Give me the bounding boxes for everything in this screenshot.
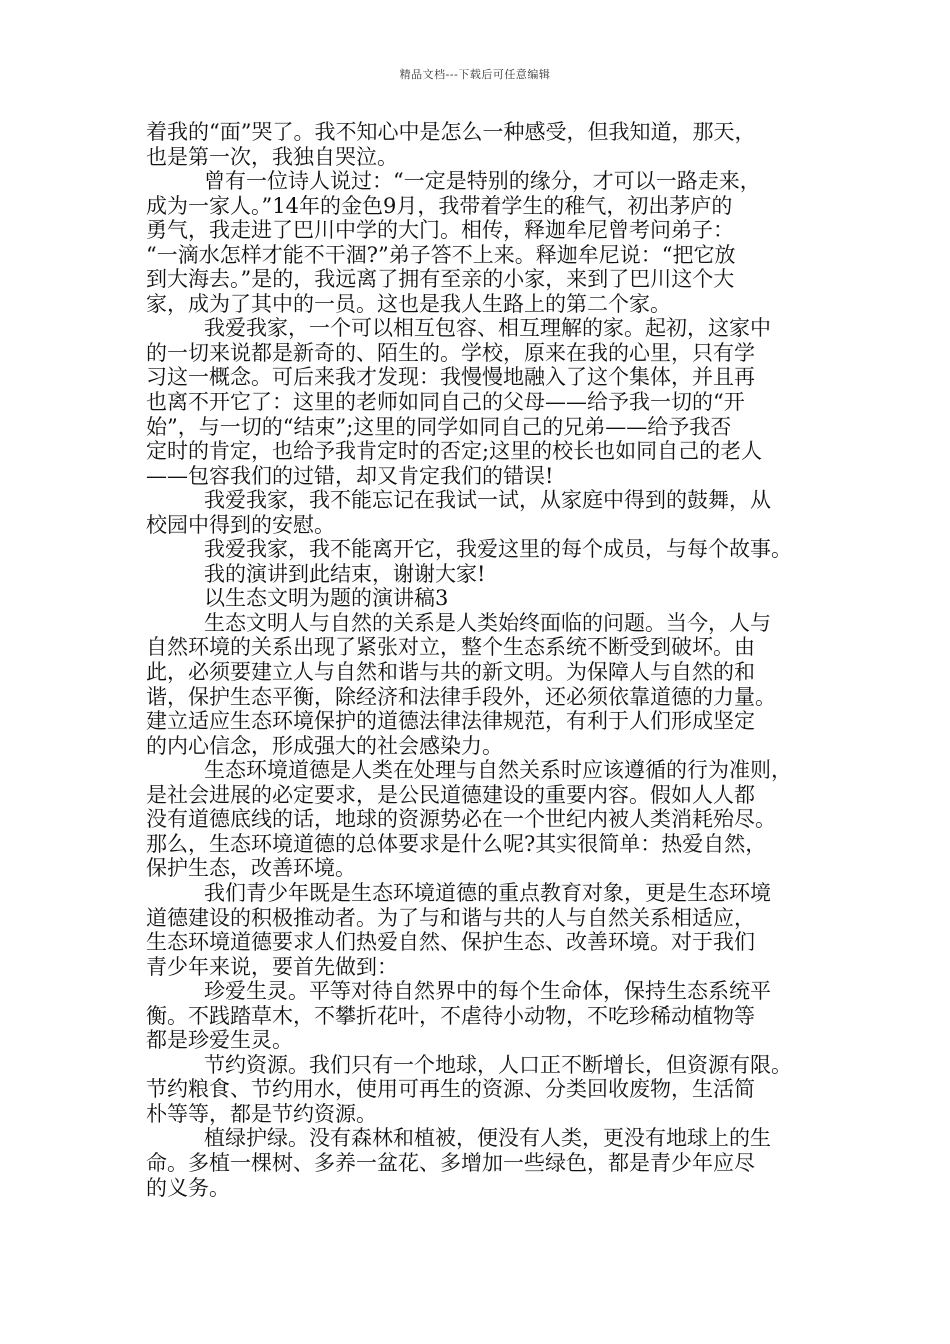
- text-line: 命。多植一棵树、多养一盆花、多增加一些绿色，都是青少年应尽: [146, 1150, 755, 1175]
- text-line: 我的演讲到此结束，谢谢大家!: [204, 561, 486, 586]
- text-line: 青少年来说，要首先做到：: [146, 954, 398, 979]
- text-line: 节约资源。我们只有一个地球，人口正不断增长，但资源有限。: [204, 1052, 792, 1077]
- text-line: 家，成为了其中的一员。这也是我人生路上的第二个家。: [146, 291, 671, 316]
- text-line: 到大海去。”是的，我远离了拥有至亲的小家，来到了巴川这个大: [146, 267, 735, 292]
- text-line: 始”，与一切的“结束”;这里的同学如同自己的兄弟——给予我否: [146, 414, 732, 439]
- text-line: 是社会进展的必定要求，是公民道德建设的重要内容。假如人人都: [146, 782, 755, 807]
- text-line: 的内心信念，形成强大的社会感染力。: [146, 733, 503, 758]
- text-line: 曾有一位诗人说过：“一定是特别的缘分，才可以一路走来，: [204, 169, 761, 194]
- text-line: 勇气，我走进了巴川中学的大门。相传，释迦牟尼曾考问弟子：: [146, 218, 734, 243]
- text-line: 也离不开它了：这里的老师如同自己的父母——给予我一切的“开: [146, 390, 745, 415]
- text-line: 建立适应生态环境保护的道德法律法律规范，有利于人们形成坚定: [146, 709, 755, 734]
- text-line: 谐，保护生态平衡，除经济和法律手段外，还必须依靠道德的力量。: [146, 684, 776, 709]
- text-line: 着我的“面”哭了。我不知心中是怎么一种感受，但我知道，那天，: [146, 120, 756, 144]
- text-line: 我爱我家，我不能离开它，我爱这里的每个成员，与每个故事。: [204, 537, 792, 562]
- text-line: 生态文明人与自然的关系是人类始终面临的问题。当今，人与: [204, 610, 771, 635]
- text-line: 道德建设的积极推动者。为了与和谐与共的人与自然关系相适应，: [146, 905, 755, 930]
- text-line: 成为一家人。”14年的金色9月，我带着学生的稚气，初出茅庐的: [146, 193, 733, 218]
- text-line: 以生态文明为题的演讲稿3: [204, 586, 449, 611]
- text-line: 校园中得到的安慰。: [146, 512, 335, 537]
- text-line: 衡。不践踏草木，不攀折花叶，不虐待小动物，不吃珍稀动植物等: [146, 1003, 755, 1028]
- document-body: [146, 120, 811, 1200]
- text-line: 生态环境道德要求人们热爱自然、保护生态、改善环境。对于我们: [146, 930, 755, 955]
- text-line: 自然环境的关系出现了紧张对立，整个生态系统不断受到破坏。由: [146, 635, 755, 660]
- text-line: 生态环境道德是人类在处理与自然关系时应该遵循的行为准则，: [204, 758, 792, 783]
- text-line: 我爱我家，我不能忘记在我试一试，从家庭中得到的鼓舞，从: [204, 488, 771, 513]
- text-line: 也是第一次，我独自哭泣。: [146, 144, 398, 169]
- text-line: 我们青少年既是生态环境道德的重点教育对象，更是生态环境: [204, 880, 771, 905]
- text-line: 那么，生态环境道德的总体要求是什么呢?其实很简单：热爱自然，: [146, 831, 767, 856]
- text-line: 我爱我家，一个可以相互包容、相互理解的家。起初，这家中: [204, 316, 771, 341]
- text-line: “一滴水怎样才能不干涸?”弟子答不上来。释迦牟尼说：“把它放: [146, 242, 736, 267]
- text-line: 没有道德底线的话，地球的资源势必在一个世纪内被人类消耗殆尽。: [146, 807, 776, 832]
- text-line: 保护生态，改善环境。: [146, 856, 356, 881]
- text-line: 的一切来说都是新奇的、陌生的。学校，原来在我的心里，只有学: [146, 340, 755, 365]
- page-header: 精品文档---下载后可任意编辑: [399, 68, 551, 81]
- text-line: 植绿护绿。没有森林和植被，便没有人类，更没有地球上的生: [204, 1126, 771, 1151]
- text-line: ——包容我们的过错，却又肯定我们的错误!: [146, 463, 554, 488]
- text-line: 节约粮食、节约用水，使用可再生的资源、分类回收废物，生活简: [146, 1077, 755, 1102]
- text-line: 的义务。: [146, 1175, 230, 1200]
- text-line: 都是珍爱生灵。: [146, 1028, 293, 1053]
- text-line: 珍爱生灵。平等对待自然界中的每个生命体，保持生态系统平: [204, 979, 771, 1004]
- text-line: 此，必须要建立人与自然和谐与共的新文明。为保障人与自然的和: [146, 660, 755, 685]
- text-line: 定时的肯定，也给予我肯定时的否定;这里的校长也如同自己的老人: [146, 439, 763, 464]
- text-line: 习这一概念。可后来我才发现：我慢慢地融入了这个集体，并且再: [146, 365, 755, 390]
- text-line: 朴等等，都是节约资源。: [146, 1101, 377, 1126]
